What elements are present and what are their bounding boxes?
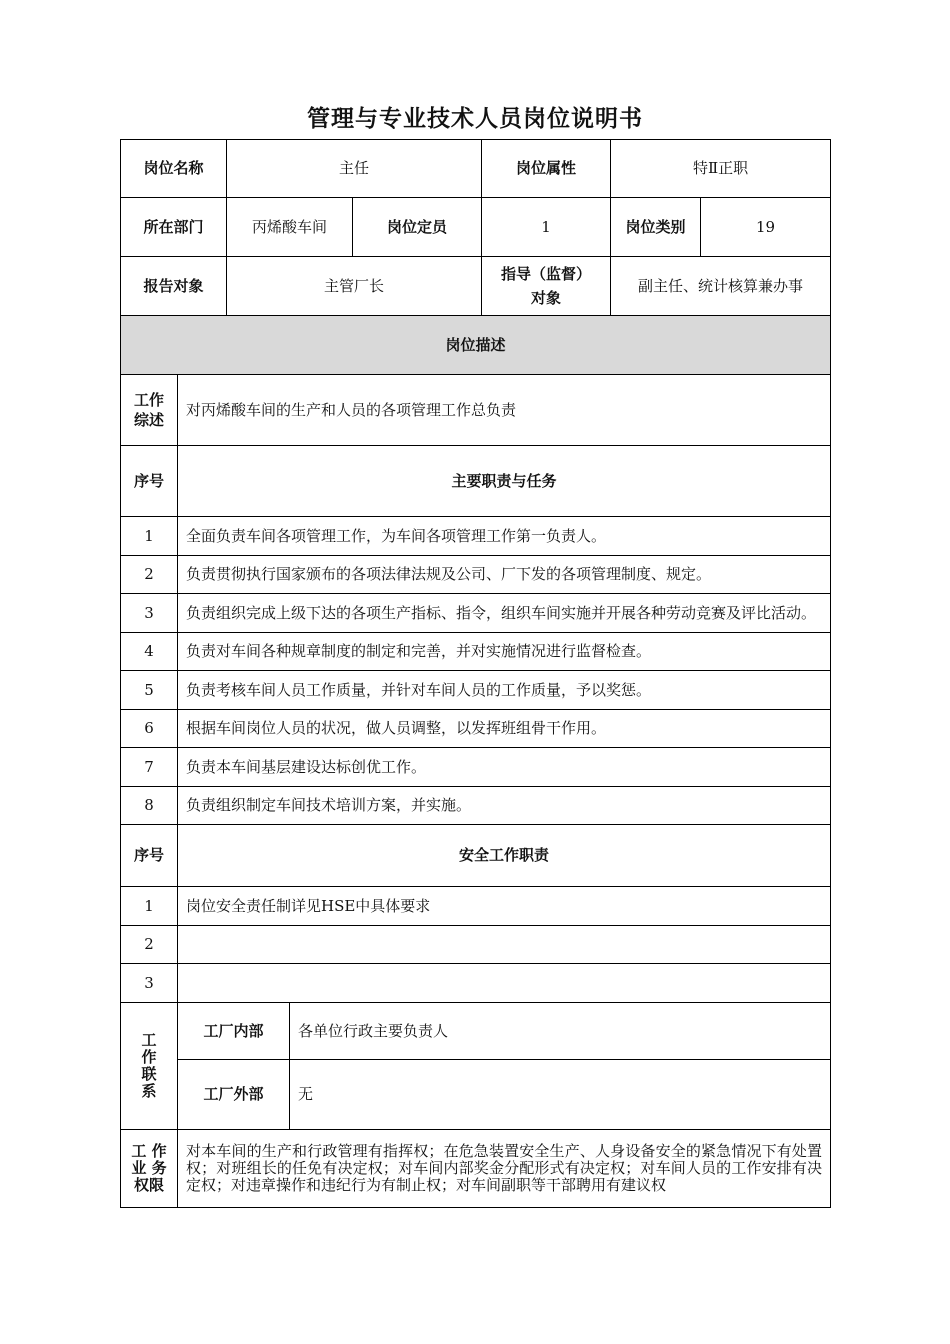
safety-number: 3 [121, 964, 178, 1003]
supervise-value: 副主任、统计核算兼办事 [611, 257, 831, 316]
duty-text: 负责组织完成上级下达的各项生产指标、指令，组织车间实施并开展各种劳动竞赛及评比活动。 [178, 594, 831, 633]
duties-header-row [121, 446, 831, 517]
duty-text: 负责考核车间人员工作质量，并针对车间人员的工作质量，予以奖惩。 [178, 671, 831, 710]
authority-label-line3: 权限 [133, 1176, 164, 1194]
authority-label [121, 1130, 178, 1208]
supervise-label [482, 257, 611, 316]
position-attr-label: 岗位属性 [482, 140, 611, 198]
contacts-internal-row [121, 1003, 831, 1060]
authority-label-line2: 业 务 [131, 1159, 167, 1177]
safety-row [121, 926, 831, 964]
department-label: 所在部门 [121, 198, 227, 257]
supervise-label-line2: 对象 [531, 289, 562, 307]
headcount-value: 1 [482, 198, 611, 257]
description-band-row [121, 316, 831, 375]
headcount-label: 岗位定员 [353, 198, 482, 257]
info-row-position [121, 140, 831, 198]
supervise-label-line1: 指导（监督） [501, 265, 592, 283]
safety-row [121, 964, 831, 1003]
duty-row [121, 556, 831, 594]
safety-text [178, 964, 831, 1003]
safety-row [121, 887, 831, 926]
duty-number: 7 [121, 748, 178, 787]
duty-row [121, 748, 831, 787]
report-to-label: 报告对象 [121, 257, 227, 316]
contacts-external-value: 无 [290, 1060, 831, 1130]
contacts-internal-value: 各单位行政主要负责人 [290, 1003, 831, 1060]
duty-number: 5 [121, 671, 178, 710]
duty-row [121, 594, 831, 633]
duty-number: 2 [121, 556, 178, 594]
duty-number: 4 [121, 633, 178, 671]
job-description-table [120, 139, 831, 1208]
contacts-internal-label: 工厂内部 [178, 1003, 290, 1060]
department-value: 丙烯酸车间 [227, 198, 353, 257]
info-row-report [121, 257, 831, 316]
duty-number: 1 [121, 517, 178, 556]
duty-text: 负责贯彻执行国家颁布的各项法律法规及公司、厂下发的各项管理制度、规定。 [178, 556, 831, 594]
duties-header: 主要职责与任务 [178, 446, 831, 517]
duty-text: 负责本车间基层建设达标创优工作。 [178, 748, 831, 787]
safety-number: 2 [121, 926, 178, 964]
duty-row [121, 671, 831, 710]
safety-text: 岗位安全责任制详见HSE中具体要求 [178, 887, 831, 926]
contacts-external-label: 工厂外部 [178, 1060, 290, 1130]
document-title: 管理与专业技术人员岗位说明书 [307, 106, 643, 132]
safety-header: 安全工作职责 [178, 825, 831, 887]
duty-number: 8 [121, 787, 178, 825]
category-label: 岗位类别 [611, 198, 701, 257]
info-row-department [121, 198, 831, 257]
overview-label-line2: 综述 [133, 411, 164, 429]
duty-text: 根据车间岗位人员的状况，做人员调整，以发挥班组骨干作用。 [178, 710, 831, 748]
duty-text: 全面负责车间各项管理工作，为车间各项管理工作第一负责人。 [178, 517, 831, 556]
authority-row [121, 1130, 831, 1208]
overview-text: 对丙烯酸车间的生产和人员的各项管理工作总负责 [178, 375, 831, 446]
duty-number: 3 [121, 594, 178, 633]
safety-text [178, 926, 831, 964]
overview-label-line1: 工作 [133, 391, 164, 409]
safety-header-row [121, 825, 831, 887]
report-to-value: 主管厂长 [227, 257, 482, 316]
duties-seq-label: 序号 [121, 446, 178, 517]
contacts-label [121, 1003, 178, 1130]
contacts-external-row [121, 1060, 831, 1130]
authority-text: 对本车间的生产和行政管理有指挥权；在危急装置安全生产、人身设备安全的紧急情况下有处置权；对班组长的任免有决定权；对车间内部奖金分配形式有决定权；对车间人员的工作安排有决定权；对违章操作和违纪行为有制止权；对车间副职等干部聘用有建议权 [178, 1130, 831, 1208]
safety-number: 1 [121, 887, 178, 926]
duty-row [121, 787, 831, 825]
contacts-label-char: 作 [141, 1048, 157, 1066]
safety-seq-label: 序号 [121, 825, 178, 887]
overview-row [121, 375, 831, 446]
duty-text: 负责对车间各种规章制度的制定和完善，并对实施情况进行监督检查。 [178, 633, 831, 671]
position-name-value: 主任 [227, 140, 482, 198]
contacts-label-char: 联 [141, 1065, 157, 1083]
duty-text: 负责组织制定车间技术培训方案，并实施。 [178, 787, 831, 825]
duty-row [121, 517, 831, 556]
description-header: 岗位描述 [121, 316, 831, 375]
position-attr-value: 特Ⅱ正职 [611, 140, 831, 198]
position-name-label: 岗位名称 [121, 140, 227, 198]
authority-label-line1: 工 作 [131, 1142, 167, 1160]
contacts-label-char: 系 [141, 1082, 157, 1100]
duty-row [121, 633, 831, 671]
duty-number: 6 [121, 710, 178, 748]
category-value: 19 [701, 198, 831, 257]
overview-label [121, 375, 178, 446]
duty-row [121, 710, 831, 748]
contacts-label-char: 工 [141, 1031, 157, 1049]
